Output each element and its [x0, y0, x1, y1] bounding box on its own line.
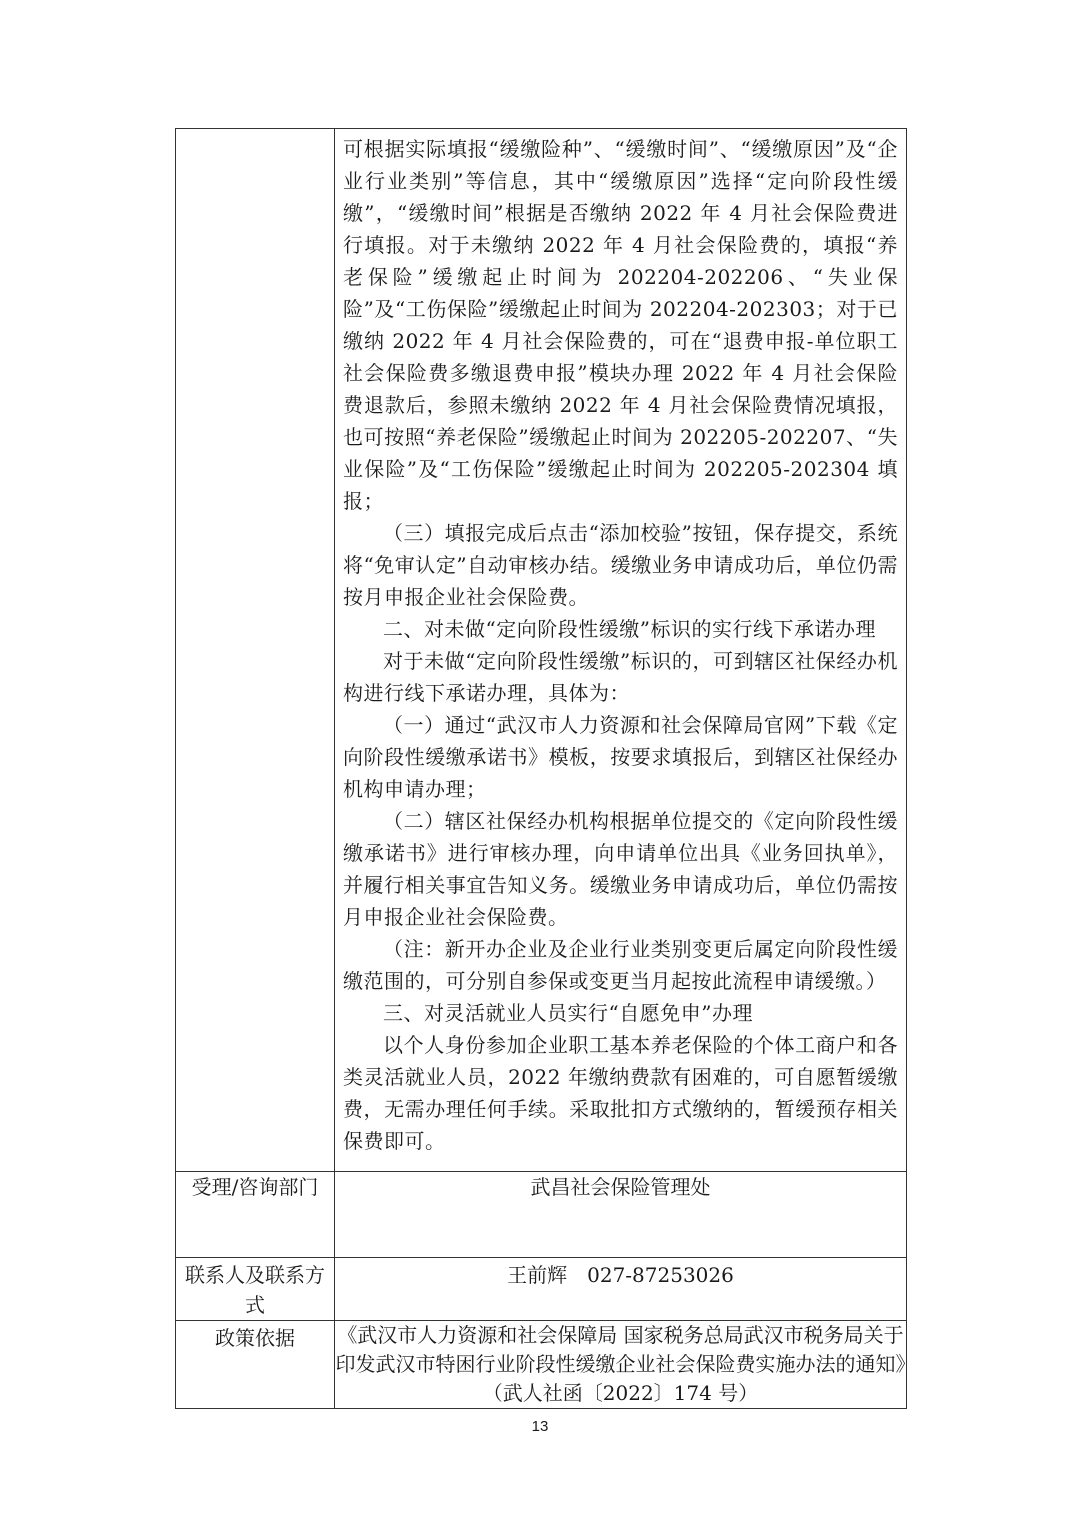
content-row-label-cell [176, 129, 335, 1172]
basis-label: 政策依据 [176, 1321, 335, 1409]
department-value: 武昌社会保险管理处 [335, 1172, 907, 1258]
page-number: 13 [531, 1418, 549, 1435]
paragraph: 以个人身份参加企业职工基本养老保险的个体工商户和各类灵活就业人员，2022 年缴纳费款有困难的，可自愿暂缓缴费，无需办理任何手续。采取批扣方式缴纳的，暂缓预存相关保费即可。 [343, 1033, 898, 1153]
department-row [176, 1172, 907, 1258]
section-heading: 二、对未做“定向阶段性缓缴”标识的实行线下承诺办理 [383, 617, 876, 641]
paragraph: （一）通过“武汉市人力资源和社会保障局官网”下载《定向阶段性缓缴承诺书》模板，按要求填报后，到辖区社保经办机构申请办理； [343, 713, 898, 801]
department-label: 受理/咨询部门 [176, 1172, 335, 1258]
paragraph: （三）填报完成后点击“添加校验”按钮，保存提交，系统将“免审认定”自动审核办结。缓缴业务申请成功后，单位仍需按月申报企业社会保险费。 [343, 521, 898, 609]
contact-row [176, 1258, 907, 1321]
note-paragraph: （注：新开办企业及企业行业类别变更后属定向阶段性缓缴范围的，可分别自参保或变更当月起按此流程申请缓缴。） [343, 937, 898, 993]
basis-row [176, 1321, 907, 1409]
paragraph: （二）辖区社保经办机构根据单位提交的《定向阶段性缓缴承诺书》进行审核办理，向申请单位出具《业务回执单》，并履行相关事宜告知义务。缓缴业务申请成功后，单位仍需按月申报企业社会保险费。 [343, 809, 898, 929]
content-row-text-cell [335, 129, 907, 1172]
section-heading: 三、对灵活就业人员实行“自愿免申”办理 [383, 1001, 753, 1025]
paragraph: 对于未做“定向阶段性缓缴”标识的，可到辖区社保经办机构进行线下承诺办理，具体为： [343, 649, 898, 705]
contact-value: 王前辉 027-87253026 [335, 1258, 907, 1321]
contact-label: 联系人及联系方式 [176, 1258, 335, 1321]
policy-table [175, 128, 907, 1409]
procedure-text [335, 129, 906, 1171]
content-row [176, 129, 907, 1172]
basis-value: 《武汉市人力资源和社会保障局 国家税务总局武汉市税务局关于印发武汉市特困行业阶段性缓缴企业社会保险费实施办法的通知》（武人社函〔2022〕174 号） [335, 1321, 907, 1409]
paragraph: 可根据实际填报“缓缴险种”、“缓缴时间”、“缓缴原因”及“企业行业类别”等信息，其中“缓缴原因”选择“定向阶段性缓缴”，“缓缴时间”根据是否缴纳 2022 年 4 月社会保险费进行填报。对于未缴纳 2022 年 4 月社会保险费的，填报“养老保险”缓缴起止时间为 202204-202206、“失业保险”及“工伤保险”缓缴起止时间为 202204-202303；对于已缴纳 2022 年 4 月社会保险费的，可在“退费申报-单位职工社会保险费多缴退费申报”模块办理 2022 年 4 月社会保险费退款后，参照未缴纳 2022 年 4 月社会保险费情况填报，也可按照“养老保险”缓缴起止时间为 202205-202207、“失业保险”及“工伤保险”缓缴起止时间为 202205-202304 填报； [343, 137, 898, 513]
